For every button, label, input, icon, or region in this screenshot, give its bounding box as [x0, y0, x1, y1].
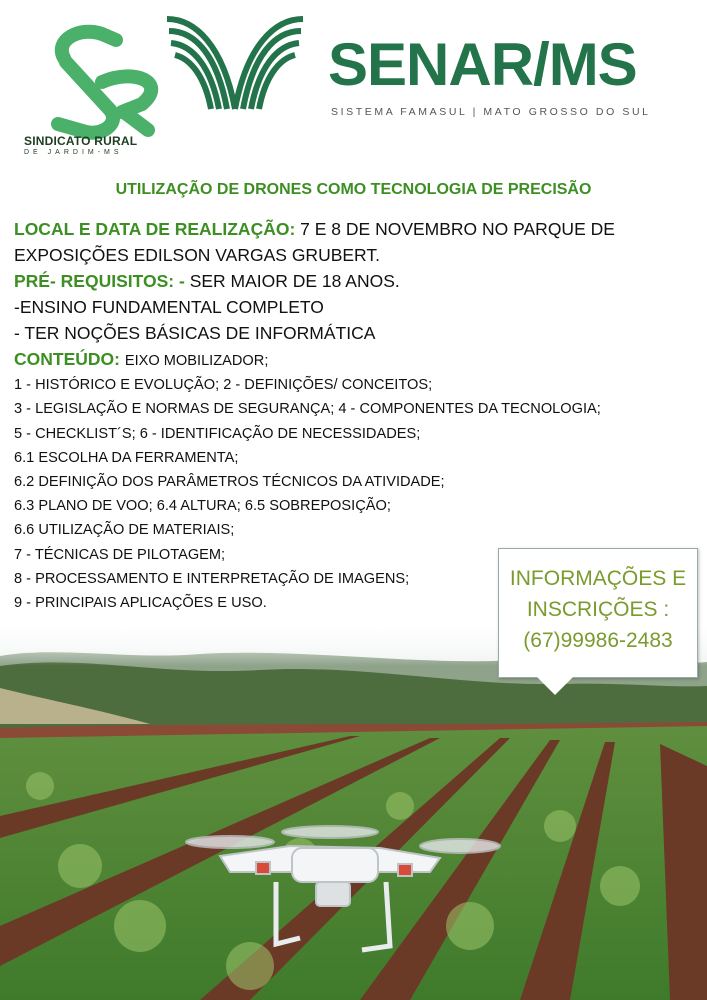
conteudo-item: 9 - PRINCIPAIS APLICAÇÕES E USO.	[14, 595, 267, 612]
conteudo-item: 6.3 PLANO DE VOO; 6.4 ALTURA; 6.5 SOBREPOSIÇÃO;	[14, 498, 391, 515]
senar-title: SENAR/MS	[328, 31, 637, 98]
prereq-item: -ENSINO FUNDAMENTAL COMPLETO	[14, 297, 324, 317]
info-line-2: INSCRIÇÕES :	[526, 598, 670, 621]
conteudo-line	[14, 346, 694, 373]
conteudo-item: 6.2 DEFINIÇÃO DOS PARÂMETROS TÉCNICOS DA ATIVIDADE;	[14, 474, 445, 491]
conteudo-item: 6.1 ESCOLHA DA FERRAMENTA;	[14, 449, 239, 466]
info-callout	[498, 548, 698, 678]
conteudo-item: 7 - TÉCNICAS DE PILOTAGEM;	[14, 546, 226, 563]
conteudo-item: 6.6 UTILIZAÇÃO DE MATERIAIS;	[14, 522, 235, 539]
prereq-label: PRÉ- REQUISITOS: -	[14, 271, 185, 291]
sindicato-name: SINDICATO RURAL	[24, 134, 138, 148]
info-line-1: INFORMAÇÕES E	[509, 567, 687, 590]
conteudo-item: 8 - PROCESSAMENTO E INTERPRETAÇÃO DE IMAGENS;	[14, 570, 410, 587]
conteudo-item: 3 - LEGISLAÇÃO E NORMAS DE SEGURANÇA; 4 - COMPONENTES DA TECNOLOGIA;	[14, 401, 601, 418]
local-label: LOCAL E DATA DE REALIZAÇÃO:	[14, 219, 296, 239]
conteudo-text: EIXO MOBILIZADOR;	[124, 353, 269, 369]
senar-subtitle: SISTEMA FAMASUL | MATO GROSSO DO SUL	[331, 106, 651, 118]
conteudo-label: CONTEÚDO:	[14, 349, 120, 369]
callout-tail	[537, 677, 573, 695]
info-phone: (67)99986-2483	[523, 629, 673, 652]
sindicato-location: DE JARDIM-MS	[24, 149, 123, 156]
senar-stripes-logo	[165, 15, 305, 111]
conteudo-item: 5 - CHECKLIST´S; 6 - IDENTIFICAÇÃO DE NECESSIDADES;	[14, 425, 421, 442]
prereq-line	[14, 268, 694, 294]
local-line-1	[14, 216, 694, 242]
drone-field-photo	[0, 626, 707, 1000]
local-text-2: EXPOSIÇÕES EDILSON VARGAS GRUBERT.	[14, 245, 380, 265]
local-text-1: 7 E 8 DE NOVEMBRO NO PARQUE DE	[300, 219, 615, 239]
conteudo-item: 1 - HISTÓRICO E EVOLUÇÃO; 2 - DEFINIÇÕES/ CONCEITOS;	[14, 377, 433, 394]
prereq-text: SER MAIOR DE 18 ANOS.	[189, 271, 400, 291]
course-title: UTILIZAÇÃO DE DRONES COMO TECNOLOGIA DE PRECISÃO	[115, 181, 592, 198]
prereq-item: - TER NOÇÕES BÁSICAS DE INFORMÁTICA	[14, 323, 376, 343]
